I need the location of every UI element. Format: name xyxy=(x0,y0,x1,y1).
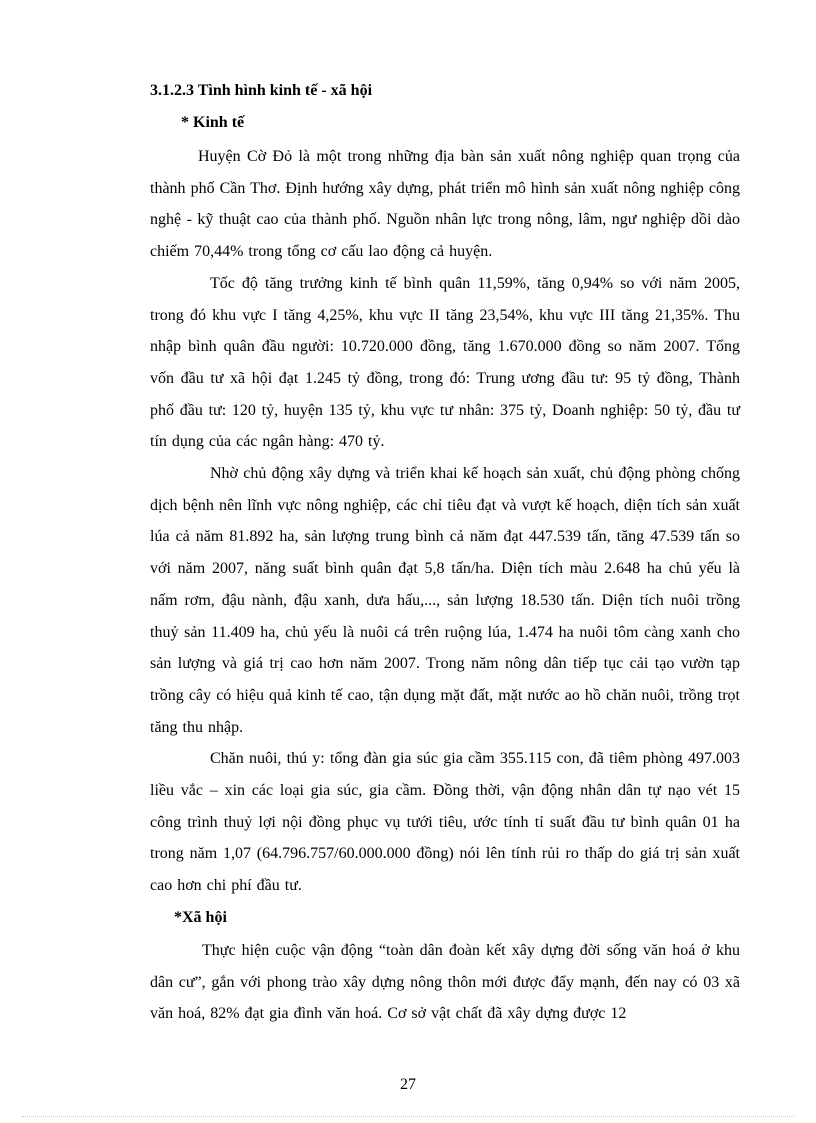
page-number: 27 xyxy=(400,1076,416,1093)
economy-paragraph-2: Tốc độ tăng trưởng kinh tế bình quân 11,59%, tăng 0,94% so với năm 2005, trong đó khu vực I tăng 4,25%, khu vực II tăng 23,54%, khu vực III tăng 21,35%. Thu nhập bình quân đầu người: 10.720.000 đồng, tăng 1.670.000 đồng so năm 2007. Tổng vốn đầu tư xã hội đạt 1.245 tỷ đồng, trong đó: Trung ương đầu tư: 95 tỷ đồng, Thành phố đầu tư: 120 tỷ, huyện 135 tỷ, khu vực tư nhân: 375 tỷ, Doanh nghiệp: 50 tỷ, đầu tư tín dụng của các ngân hàng: 470 tỷ. xyxy=(150,274,740,451)
economy-paragraph-4: Chăn nuôi, thú y: tổng đàn gia súc gia cầm 355.115 con, đã tiêm phòng 497.003 liều vắc – xin các loại gia súc, gia cầm. Đồng thời, vận động nhân dân tự nạo vét 15 công trình thuỷ lợi nội đồng phục vụ tưới tiêu, ước tính tỉ suất đầu tư bình quân 01 ha trong năm 1,07 (64.796.757/60.000.000 đồng) nói lên tính rủi ro thấp do giá trị sản xuất cao hơn chi phí đầu tư. xyxy=(150,750,740,895)
page-bottom-divider xyxy=(22,1116,794,1117)
society-heading: *Xã hội xyxy=(174,909,227,926)
section-heading: 3.1.2.3 Tình hình kinh tế - xã hội xyxy=(150,82,373,99)
economy-paragraph-3: Nhờ chủ động xây dựng và triển khai kế hoạch sản xuất, chủ động phòng chống dịch bệnh nên lĩnh vực nông nghiệp, các chỉ tiêu đạt và vượt kế hoạch, diện tích sản xuất lúa cả năm 81.892 ha, sản lượng trung bình cả năm đạt 447.539 tấn, tăng 47.539 tấn so với năm 2007, năng suất bình quân đạt 5,8 tấn/ha. Diện tích màu 2.648 ha chủ yếu là nấm rơm, đậu nành, đậu xanh, dưa hấu,..., sản lượng 18.530 tấn. Diện tích nuôi trồng thuỷ sản 11.409 ha, chủ yếu là nuôi cá trên ruộng lúa, 1.474 ha nuôi tôm càng xanh cho sản lượng và giá trị cao hơn năm 2007. Trong năm nông dân tiếp tục cải tạo vườn tạp trồng cây có hiệu quả kinh tế cao, tận dụng mặt đất, mặt nước ao hồ chăn nuôi, trồng trọt tăng thu nhập. xyxy=(150,465,740,736)
economy-paragraph-1: Huyện Cờ Đỏ là một trong những địa bàn sản xuất nông nghiệp quan trọng của thành phố Cần Thơ. Định hướng xây dựng, phát triển mô hình sản xuất nông nghiệp công nghệ - kỹ thuật cao của thành phố. Nguồn nhân lực trong nông, lâm, ngư nghiệp dồi dào chiếm 70,44% trong tổng cơ cấu lao động cả huyện. xyxy=(150,148,740,261)
economy-body xyxy=(150,141,740,902)
society-body xyxy=(150,935,740,1030)
society-paragraph-1: Thực hiện cuộc vận động “toàn dân đoàn kết xây dựng đời sống văn hoá ở khu dân cư”, gắn với phong trào xây dựng nông thôn mới được đẩy mạnh, đến nay có 03 xã văn hoá, 82% đạt gia đình văn hoá. Cơ sở vật chất đã xây dựng được 12 xyxy=(150,942,740,1023)
economy-heading: * Kinh tế xyxy=(181,114,245,131)
